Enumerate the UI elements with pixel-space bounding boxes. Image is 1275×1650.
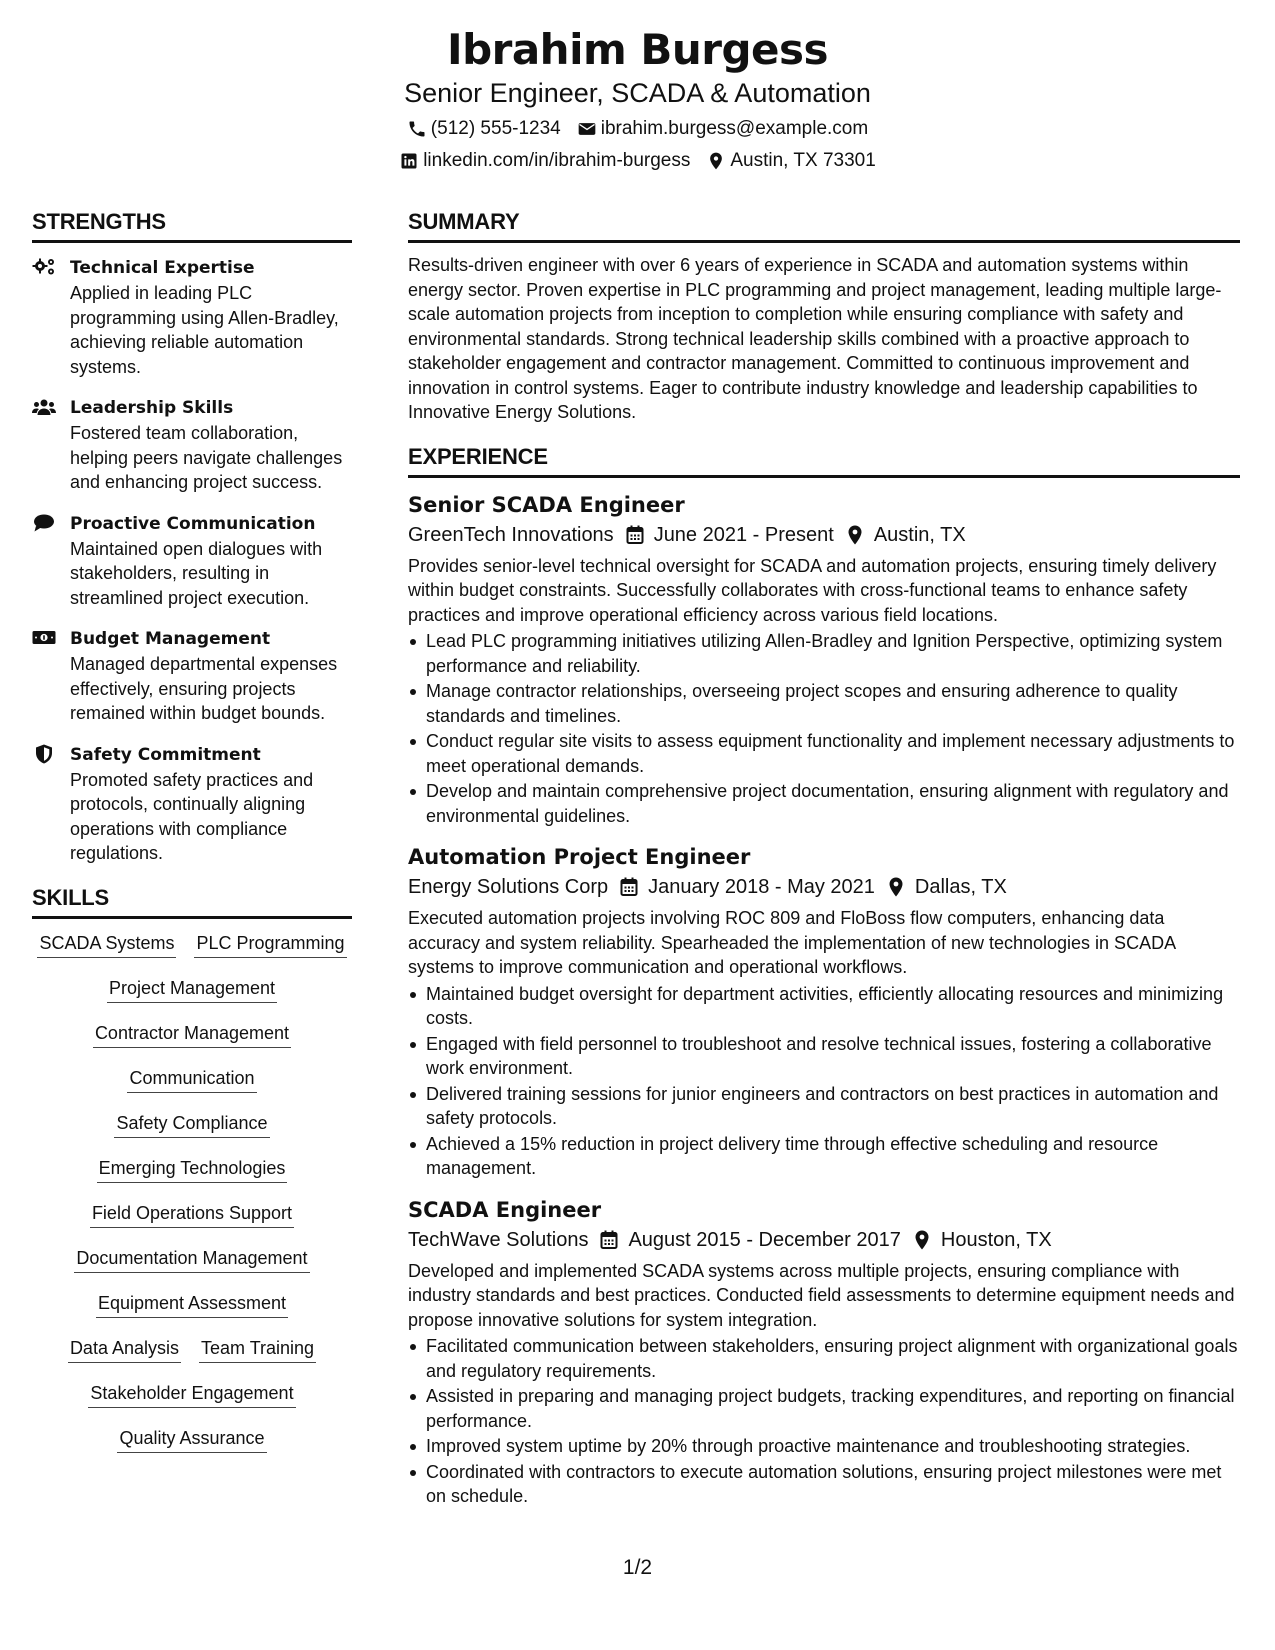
phone-contact[interactable]	[407, 116, 561, 142]
linkedin-text: linkedin.com/in/ibrahim-burgess	[423, 150, 691, 171]
job-location: Austin, TX	[873, 523, 966, 546]
candidate-title: Senior Engineer, SCADA & Automation	[404, 78, 871, 108]
skill-tag: Documentation Management	[74, 1246, 309, 1273]
skill-tag: Equipment Assessment	[96, 1291, 288, 1318]
job-bullets	[408, 629, 1240, 828]
skill-tag: Communication	[127, 1066, 256, 1093]
linkedin-icon	[399, 151, 419, 171]
skill-tag: Project Management	[107, 976, 277, 1003]
skills-list	[32, 931, 352, 1453]
job-bullet: Delivered training sessions for junior engineers and contractors on best practices in automation and safety protocols.	[408, 1082, 1240, 1131]
strength-desc: Managed departmental expenses effectively, ensuring projects remained within budget bounds.	[70, 654, 338, 723]
job-bullet: Develop and maintain comprehensive project documentation, ensuring alignment with regulatory and environmental guidelines.	[408, 779, 1240, 828]
envelope-icon	[577, 119, 597, 139]
contact-row-2	[0, 148, 1275, 174]
skill-tag: Team Training	[199, 1336, 316, 1363]
calendar-icon	[626, 525, 644, 545]
job-dates: January 2018 - May 2021	[648, 876, 875, 898]
resume-header	[0, 22, 1275, 174]
job-company: TechWave Solutions	[408, 1228, 589, 1251]
job-bullet: Assisted in preparing and managing project budgets, tracking expenditures, and reporting on financial performance.	[408, 1384, 1240, 1433]
map-pin-icon	[846, 525, 864, 545]
job-bullets	[408, 1334, 1240, 1509]
job-dates: June 2021 - Present	[653, 523, 834, 546]
strength-item	[32, 395, 352, 495]
job-title: Automation Project Engineer	[408, 845, 751, 869]
skill-tag: Emerging Technologies	[97, 1156, 288, 1183]
strength-item	[32, 255, 352, 379]
experience-heading: EXPERIENCE	[408, 443, 1240, 478]
job-bullets	[408, 982, 1240, 1181]
strength-title: Technical Expertise	[70, 258, 255, 278]
strength-desc: Fostered team collaboration, helping peers navigate challenges and enhancing project success.	[70, 423, 343, 492]
map-pin-icon	[706, 151, 726, 171]
map-pin-icon	[913, 1230, 931, 1250]
job-meta	[408, 1225, 1240, 1255]
skill-tag: Stakeholder Engagement	[88, 1381, 295, 1408]
skill-tag: SCADA Systems	[37, 931, 176, 958]
skill-tag: Data Analysis	[68, 1336, 181, 1363]
job-meta	[408, 520, 1240, 550]
email-text: ibrahim.burgess@example.com	[600, 118, 869, 139]
shield-icon	[32, 744, 56, 764]
skill-tag: Safety Compliance	[114, 1111, 269, 1138]
job-bullet: Conduct regular site visits to assess equipment functionality and implement necessary adjustments to meet operational demands.	[408, 729, 1240, 778]
linkedin-contact[interactable]	[399, 148, 690, 174]
job-bullet: Achieved a 15% reduction in project delivery time through effective scheduling and resource management.	[408, 1132, 1240, 1181]
job-bullet: Engaged with field personnel to troubleshoot and resolve technical issues, fostering a collaborative work environment.	[408, 1032, 1240, 1081]
job-title: SCADA Engineer	[408, 1197, 602, 1222]
strengths-heading: STRENGTHS	[32, 208, 352, 243]
phone-icon	[407, 119, 427, 139]
calendar-icon	[600, 1230, 618, 1250]
left-column	[32, 208, 352, 1471]
location-contact	[706, 148, 875, 174]
job-description: Executed automation projects involving ROC 809 and FloBoss flow computers, enhancing data accuracy and system reliability. Spearheaded the implementation of new technologies in SCADA systems to improve communication and operational workflows.	[408, 908, 1176, 977]
job-company: GreenTech Innovations	[408, 523, 614, 546]
skill-tag: Contractor Management	[93, 1021, 291, 1048]
job-location: Houston, TX	[940, 1228, 1052, 1251]
comment-icon	[32, 513, 56, 533]
job-entry	[408, 490, 1240, 829]
email-contact[interactable]	[577, 116, 868, 142]
strength-title: Safety Commitment	[70, 744, 261, 765]
job-entry	[408, 842, 1240, 1181]
skill-tag: Quality Assurance	[117, 1426, 266, 1453]
summary-text: Results-driven engineer with over 6 years of experience in SCADA and automation systems within energy sector. Proven expertise in PLC programming and project management, leading multiple large-scale automation projects from inception to completion while ensuring compliance with safety and environmental standards. Strong technical leadership skills combined with a proactive approach to stakeholder engagement and contractor management. Committed to continuous improvement and innovation in control systems. Eager to contribute industry knowledge and leadership capabilities to Innovative Energy Solutions.	[408, 255, 1222, 422]
job-description: Provides senior-level technical oversight for SCADA and automation projects, ensuring timely delivery within budget constraints. Successfully collaborates with cross-functional teams to enhance safety practices and improve operational efficiency across various field locations.	[408, 555, 1217, 625]
strength-desc: Promoted safety practices and protocols, continually aligning operations with compliance regulations.	[70, 769, 314, 863]
strength-item	[32, 742, 352, 866]
skill-tag: PLC Programming	[194, 931, 346, 958]
strength-title: Leadership Skills	[70, 398, 234, 418]
job-location: Dallas, TX	[914, 876, 1007, 898]
skill-tag: Field Operations Support	[90, 1201, 294, 1228]
job-bullet: Facilitated communication between stakeholders, ensuring project alignment with organizational goals and regulatory requirements.	[408, 1334, 1240, 1383]
job-description: Developed and implemented SCADA systems across multiple projects, ensuring compliance with industry standards and best practices. Conducted field assessments to determine equipment needs and propose innovative solutions for system integration.	[408, 1260, 1235, 1330]
job-title: Senior SCADA Engineer	[408, 492, 685, 517]
right-column	[408, 208, 1240, 1523]
strength-item	[32, 511, 352, 611]
summary-heading: SUMMARY	[408, 208, 1240, 243]
calendar-icon	[620, 877, 638, 897]
strength-item	[32, 626, 352, 726]
job-bullet: Lead PLC programming initiatives utilizing Allen-Bradley and Ignition Perspective, optimizing system performance and reliability.	[408, 629, 1240, 678]
candidate-name: Ibrahim Burgess	[446, 25, 829, 74]
job-company: Energy Solutions Corp	[408, 876, 609, 898]
strength-title: Budget Management	[70, 629, 271, 649]
job-bullet: Coordinated with contractors to execute automation solutions, ensuring project milestones were met on schedule.	[408, 1460, 1240, 1509]
strength-desc: Maintained open dialogues with stakeholders, resulting in streamlined project execution.	[70, 538, 323, 608]
location-text: Austin, TX 73301	[730, 150, 876, 171]
gears-icon	[32, 257, 56, 277]
job-meta	[408, 872, 1240, 902]
users-icon	[32, 397, 56, 417]
strength-desc: Applied in leading PLC programming using Allen-Bradley, achieving reliable automation systems.	[70, 283, 339, 377]
job-entry	[408, 1195, 1240, 1509]
job-bullet: Improved system uptime by 20% through proactive maintenance and troubleshooting strategies.	[408, 1434, 1240, 1459]
job-bullet: Maintained budget oversight for department activities, efficiently allocating resources and minimizing costs.	[408, 982, 1240, 1031]
job-bullet: Manage contractor relationships, overseeing project scopes and ensuring adherence to quality standards and timelines.	[408, 679, 1240, 728]
money-bill-icon	[32, 628, 56, 648]
skills-heading: SKILLS	[32, 884, 352, 919]
phone-text: (512) 555-1234	[430, 118, 561, 139]
job-dates: August 2015 - December 2017	[628, 1228, 901, 1251]
contact-row-1	[0, 116, 1275, 142]
strength-title: Proactive Communication	[70, 513, 316, 534]
page-number: 1/2	[622, 1556, 653, 1579]
map-pin-icon	[887, 877, 905, 897]
